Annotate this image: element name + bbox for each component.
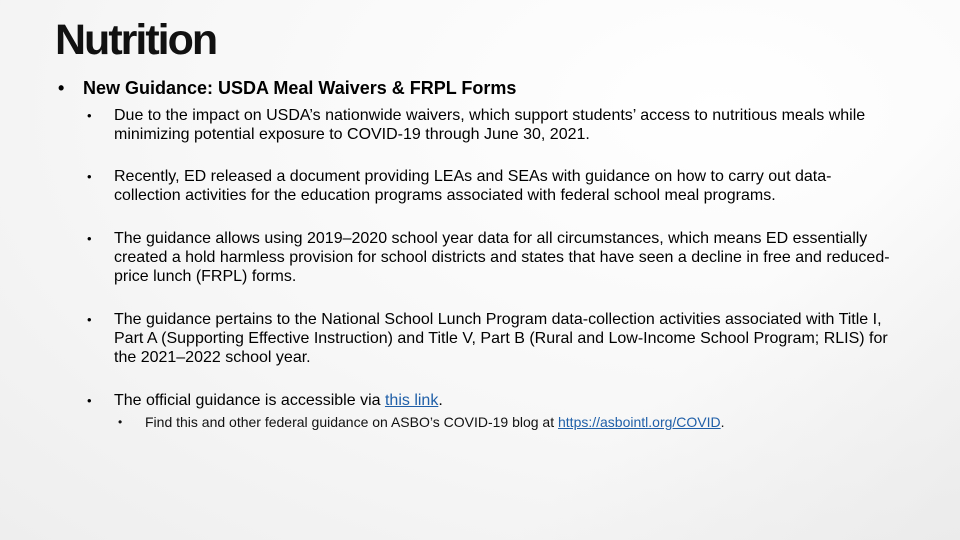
list-item-text: The guidance pertains to the National School Lunch Program data-collection activities associated with Title I, Part A (Supporting Effective Instruction) and Title V, Part B (Rural and Low-Income School Program; RLIS) for the 2021–2022 school year. — [114, 311, 888, 366]
bullet-icon: • — [58, 78, 65, 98]
bullet-icon: • — [87, 231, 92, 246]
bullet-icon: • — [87, 312, 92, 327]
sub-list-item-text — [145, 414, 918, 431]
list-item-text: The guidance allows using 2019–2020 school year data for all circumstances, which means ED essentially created a hold harmless provision for school districts and states that have seen a decline in free and reduced-price lunch (FRPL) forms. — [114, 230, 890, 285]
text-before-link: The official guidance is accessible via — [114, 392, 385, 409]
list-item — [87, 167, 897, 205]
list-item-text — [114, 391, 897, 410]
heading-text: New Guidance: USDA Meal Waivers & FRPL Forms — [83, 78, 517, 98]
bullet-icon: • — [118, 415, 123, 429]
list-item — [87, 229, 897, 286]
guidance-link[interactable]: this link — [384, 392, 439, 409]
slide-title: Nutrition — [55, 16, 217, 64]
list-item — [87, 391, 897, 410]
list-item-text: Recently, ED released a document providing LEAs and SEAs with guidance on how to carry out data-collection activities for the education programs associated with federal school meal programs. — [114, 168, 832, 204]
text-after-link: . — [438, 392, 443, 409]
bullet-icon: • — [87, 108, 92, 123]
list-item-text: Due to the impact on USDA’s nationwide waivers, which support students’ access to nutritious meals while minimizing potential exposure to COVID-19 through June 30, 2021. — [114, 107, 866, 143]
text-after-link: . — [720, 414, 725, 430]
covid-blog-link[interactable]: https://asbointl.org/COVID — [558, 414, 721, 430]
bullet-icon: • — [87, 393, 92, 408]
text-before-link: Find this and other federal guidance on ASBO’s COVID-19 blog at — [145, 414, 558, 430]
list-item — [87, 106, 897, 144]
bullet-icon: • — [87, 169, 92, 184]
list-item — [87, 310, 897, 367]
sub-list-item — [118, 414, 918, 431]
